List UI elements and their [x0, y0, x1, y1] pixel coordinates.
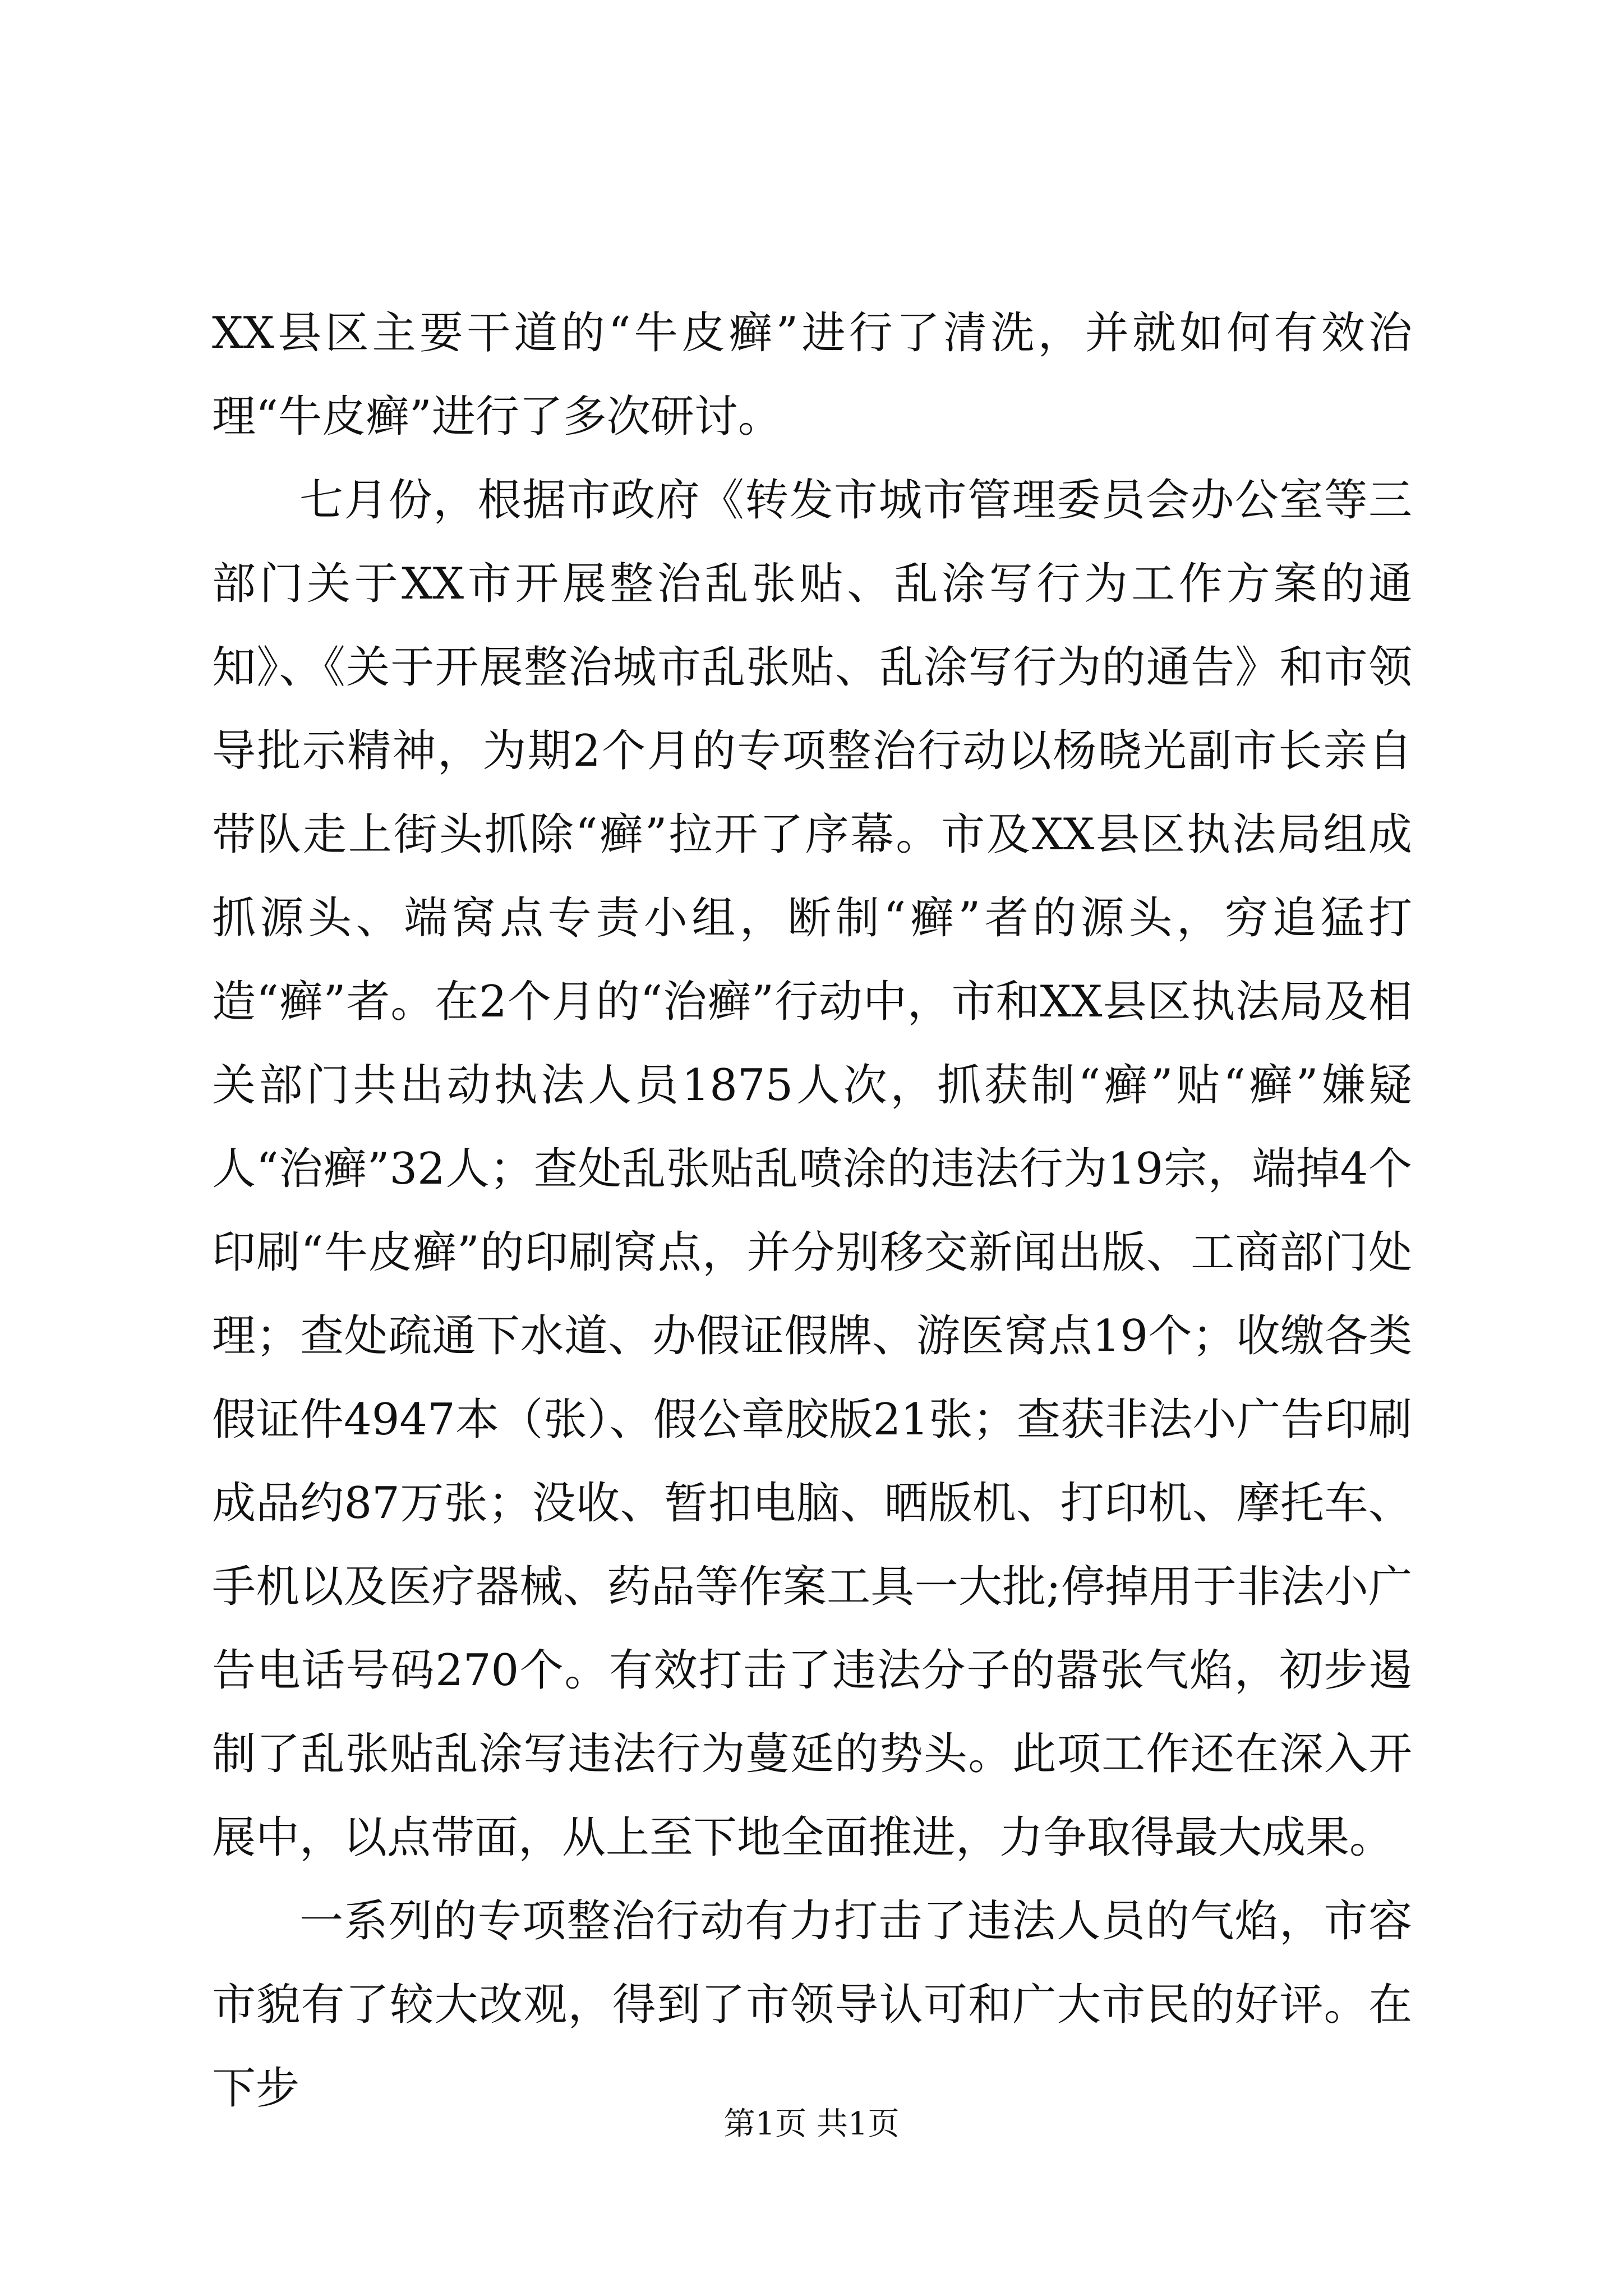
paragraph-2: 七月份，根据市政府《转发市城市管理委员会办公室等三部门关于XX市开展整治乱张贴、乱涂写行为工作方案的通知》、《关于开展整治城市乱张贴、乱涂写行为的通告》和市领导批示精神，为期2个月的专项整治行动以杨晓光副市长亲自带队走上街头抓除“癣”拉开了序幕。市及XX县区执法局组成抓源头、端窝点专责小组，断制“癣”者的源头，穷追猛打造“癣”者。在2个月的“治癣”行动中，市和XX县区执法局及相关部门共出动执法人员1875人次，抓获制“癣”贴“癣”嫌疑人“治癣”32人；查处乱张贴乱喷涂的违法行为19宗，端掉4个印刷“牛皮癣”的印刷窝点，并分别移交新闻出版、工商部门处理；查处疏通下水道、办假证假牌、游医窝点19个；收缴各类假证件4947本（张）、假公章胶版21张；查获非法小广告印刷成品约87万张；没收、暂扣电脑、晒版机、打印机、摩托车、手机以及医疗器械、药品等作案工具一大批;停掉用于非法小广告电话号码270个。有效打击了违法分子的嚣张气焰，初步遏制了乱张贴乱涂写违法行为蔓延的势头。此项工作还在深入开展中，以点带面，从上至下地全面推进，力争取得最大成果。	[212, 475, 1413, 1863]
paragraph-3: 一系列的专项整治行动有力打击了违法人员的气焰，市容市貌有了较大改观，得到了市领导认可和广大市民的好评。在下步	[212, 1896, 1412, 2114]
page-number-footer: 第1页 共1页	[723, 2106, 900, 2142]
paragraph-1: XX县区主要干道的“牛皮癣”进行了清洗，并就如何有效治理“牛皮癣”进行了多次研讨。	[212, 308, 1412, 442]
document-body	[212, 292, 1412, 2131]
